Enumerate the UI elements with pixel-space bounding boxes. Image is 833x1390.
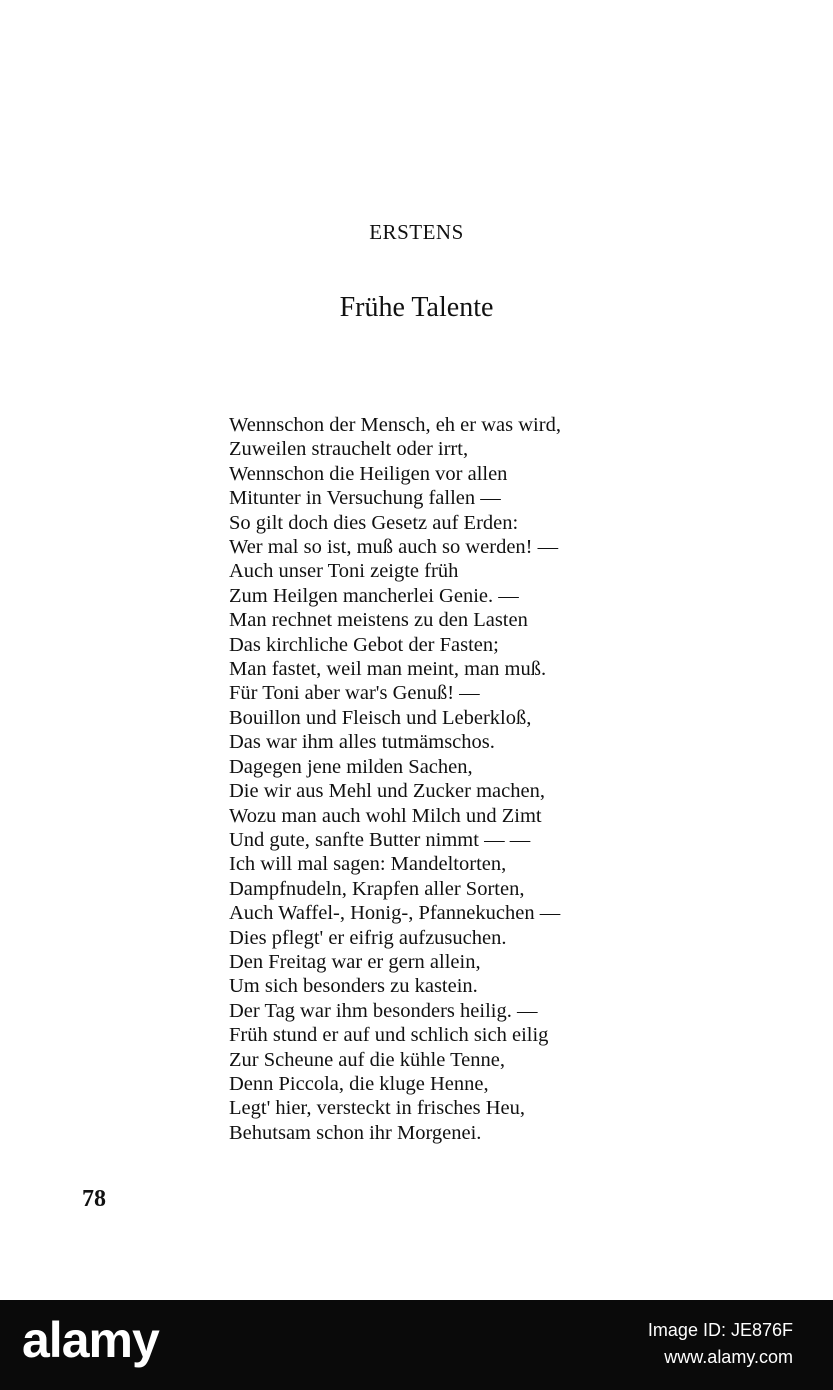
poem-title: Frühe Talente [339,292,494,323]
poem-line: Die wir aus Mehl und Zucker machen, [229,780,545,803]
poem-line: Für Toni aber war's Genuß! — [229,682,480,705]
poem-line: Wozu man auch wohl Milch und Zimt [229,804,542,827]
poem-line: Wennschon die Heiligen vor allen [229,462,508,485]
poem-line: Zur Scheune auf die kühle Tenne, [229,1048,505,1071]
poem-line: Zuweilen strauchelt oder irrt, [229,438,469,461]
poem-line: Dies pflegt' er eifrig aufzusuchen. [229,926,507,949]
page-number: 78 [82,1186,106,1212]
poem-line: Behutsam schon ihr Morgenei. [229,1121,482,1144]
poem-line: Um sich besonders zu kastein. [229,975,478,998]
poem-line: Auch unser Toni zeigte früh [229,560,459,583]
poem-line: Wer mal so ist, muß auch so werden! — [229,536,559,559]
poem-line: Dampfnudeln, Krapfen aller Sorten, [229,877,525,900]
section-heading: ERSTENS [369,220,464,244]
poem-line: Man fastet, weil man meint, man muß. [229,658,547,681]
watermark-site: www.alamy.com [664,1347,793,1367]
poem-line: Man rechnet meistens zu den Lasten [229,609,528,632]
poem-line: Früh stund er auf und schlich sich eilig [229,1024,549,1047]
poem-line: Ich will mal sagen: Mandeltorten, [229,853,507,876]
poem-line: Denn Piccola, die kluge Henne, [229,1072,489,1095]
poem-line: Wennschon der Mensch, eh er was wird, [229,414,561,436]
watermark-logo: alamy [22,1312,159,1368]
poem-line: Das war ihm alles tutmämschos. [229,731,495,754]
poem-line: Legt' hier, versteckt in frisches Heu, [229,1097,526,1120]
poem-line: Bouillon und Fleisch und Leberkloß, [229,706,532,729]
watermark-image-code: Image ID: JE876F [647,1320,793,1340]
poem-line: So gilt doch dies Gesetz auf Erden: [229,511,519,534]
poem-line: Auch Waffel-, Honig-, Pfannekuchen — [229,902,561,925]
poem-line: Den Freitag war er gern allein, [229,950,481,973]
poem-line: Und gute, sanfte Butter nimmt — — [229,828,531,851]
poem-line: Mitunter in Versuchung fallen — [229,487,501,510]
poem-line: Das kirchliche Gebot der Fasten; [229,633,499,656]
poem-body [229,413,649,1145]
poem-line: Der Tag war ihm besonders heilig. — [229,999,538,1022]
poem-line: Zum Heilgen mancherlei Genie. — [229,584,519,607]
poem-line: Dagegen jene milden Sachen, [229,755,473,778]
